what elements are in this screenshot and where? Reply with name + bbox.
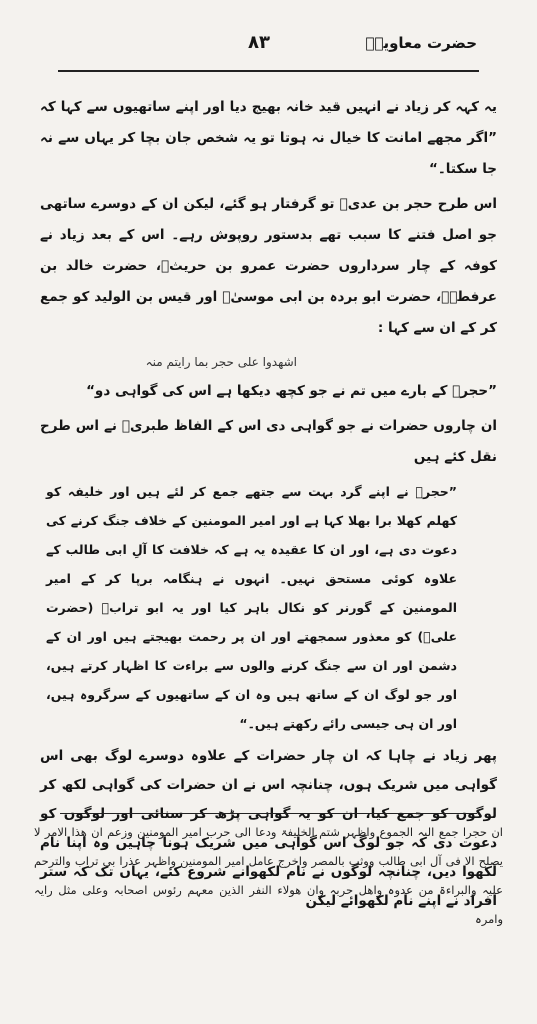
block-quote: ”حجرؓ نے اپنے گرد بہت سے جتھے جمع کر لئے ہیں اور خلیفہ کو کھلم کھلا برا بھلا کہا ہے اور امیر المومنین کے خلاف جنگ کرنے کی دعوت دی ہے، اور ان کا عقیدہ یہ ہے کہ خلافت کا آلِ ابی طالب کے علاوہ کوئی مستحق نہیں۔ انہوں نے ہنگامہ برپا کر کے امیر المومنین کے گورنر کو نکال باہر کیا اور یہ ابو ترابؓ (حضرت علیؓ) کو معذور سمجھتے اور ان پر رحمت بھیجتے ہیں اور ان کے دشمن اور ان سے جنگ کرنے والوں سے براءت کا اظہار کرتے ہیں، اور جو لوگ ان کے ساتھ ہیں وہ ان کے ساتھیوں کے سرگروہ ہیں، اور ان ہی جیسی رائے رکھتے ہیں۔“ bbox=[46, 484, 457, 731]
paragraph-1: یہ کہہ کر زیاد نے انہیں قید خانہ بھیج دیا اور اپنے ساتھیوں سے کہا کہ ”اگر مجھے امانت کا خیال نہ ہوتا تو یہ شخص جان بچا کر یہاں سے نہ جا سکتا۔“ bbox=[40, 99, 497, 177]
paragraph-2: اس طرح حجر بن عدیؓ تو گرفتار ہو گئے، لیکن ان کے دوسرے ساتھی جو اصل فتنے کا سبب تھے بدستور روپوش رہے۔ اس کے بعد زیاد نے کوفہ کے چار سرداروں حضرت عمرو بن حریثؓ، حضرت خالد بن عرفطہؓ، حضرت ابو بردہ بن ابی موسیٰؓ اور قیس بن الولید کو جمع کر کے ان سے کہا : bbox=[40, 196, 497, 336]
footnote-divider bbox=[60, 813, 477, 814]
page-header bbox=[58, 30, 479, 72]
footnote-arabic: ان حجرا جمع الیہ الجموع واظہر شتم الخلیفۃ ودعا الی حرب امیر المومنین وزعم ان ھذا الامر لا یصلح الا فی آل ابی طالب ووثب بالمصر واخرج عامل امیر المومنین واظہر عذرا بی تراب والترحم علیہ والبراءۃ من عدوہ واھل حربہ وان ھولاء النفر الذین معہم رئوس اصحابہ وعلی مثل رایہ وامرہ bbox=[34, 825, 503, 926]
arabic-quote-line: اشھدوا علی حجر بما رایتم منہ bbox=[145, 355, 297, 369]
paragraph-4: ان چاروں حضرات نے جو گواہی دی اس کے الفاظ طبریؒ نے اس طرح نقل کئے ہیں bbox=[40, 418, 497, 465]
paragraph-5: پھر زیاد نے چاہا کہ ان چار حضرات کے علاوہ دوسرے لوگ بھی اس گواہی میں شریک ہوں، چنانچہ اس نے ان حضرات کی گواہی لکھ کر لوگوں کو جمع کیا، ان کو یہ گواہی پڑھ کر سنائی اور لوگوں کو دعوت دی کہ جو لوگ اس گواہی میں شریک ہونا چاہیں وہ اپنا نام لکھوا دیں، چنانچہ لوگوں نے نام لکھوانے شروع کئے، یہاں تک کہ ستر افراد نے اپنے نام لکھوائے لیکن bbox=[40, 748, 497, 909]
main-text bbox=[40, 92, 497, 920]
paragraph-3: ”حجرؓ کے بارے میں تم نے جو کچھ دیکھا ہے اس کی گواہی دو“ bbox=[86, 383, 497, 399]
running-head: حضرت معاویہؓ bbox=[365, 34, 477, 52]
page-number: ۸۳ bbox=[248, 32, 270, 53]
